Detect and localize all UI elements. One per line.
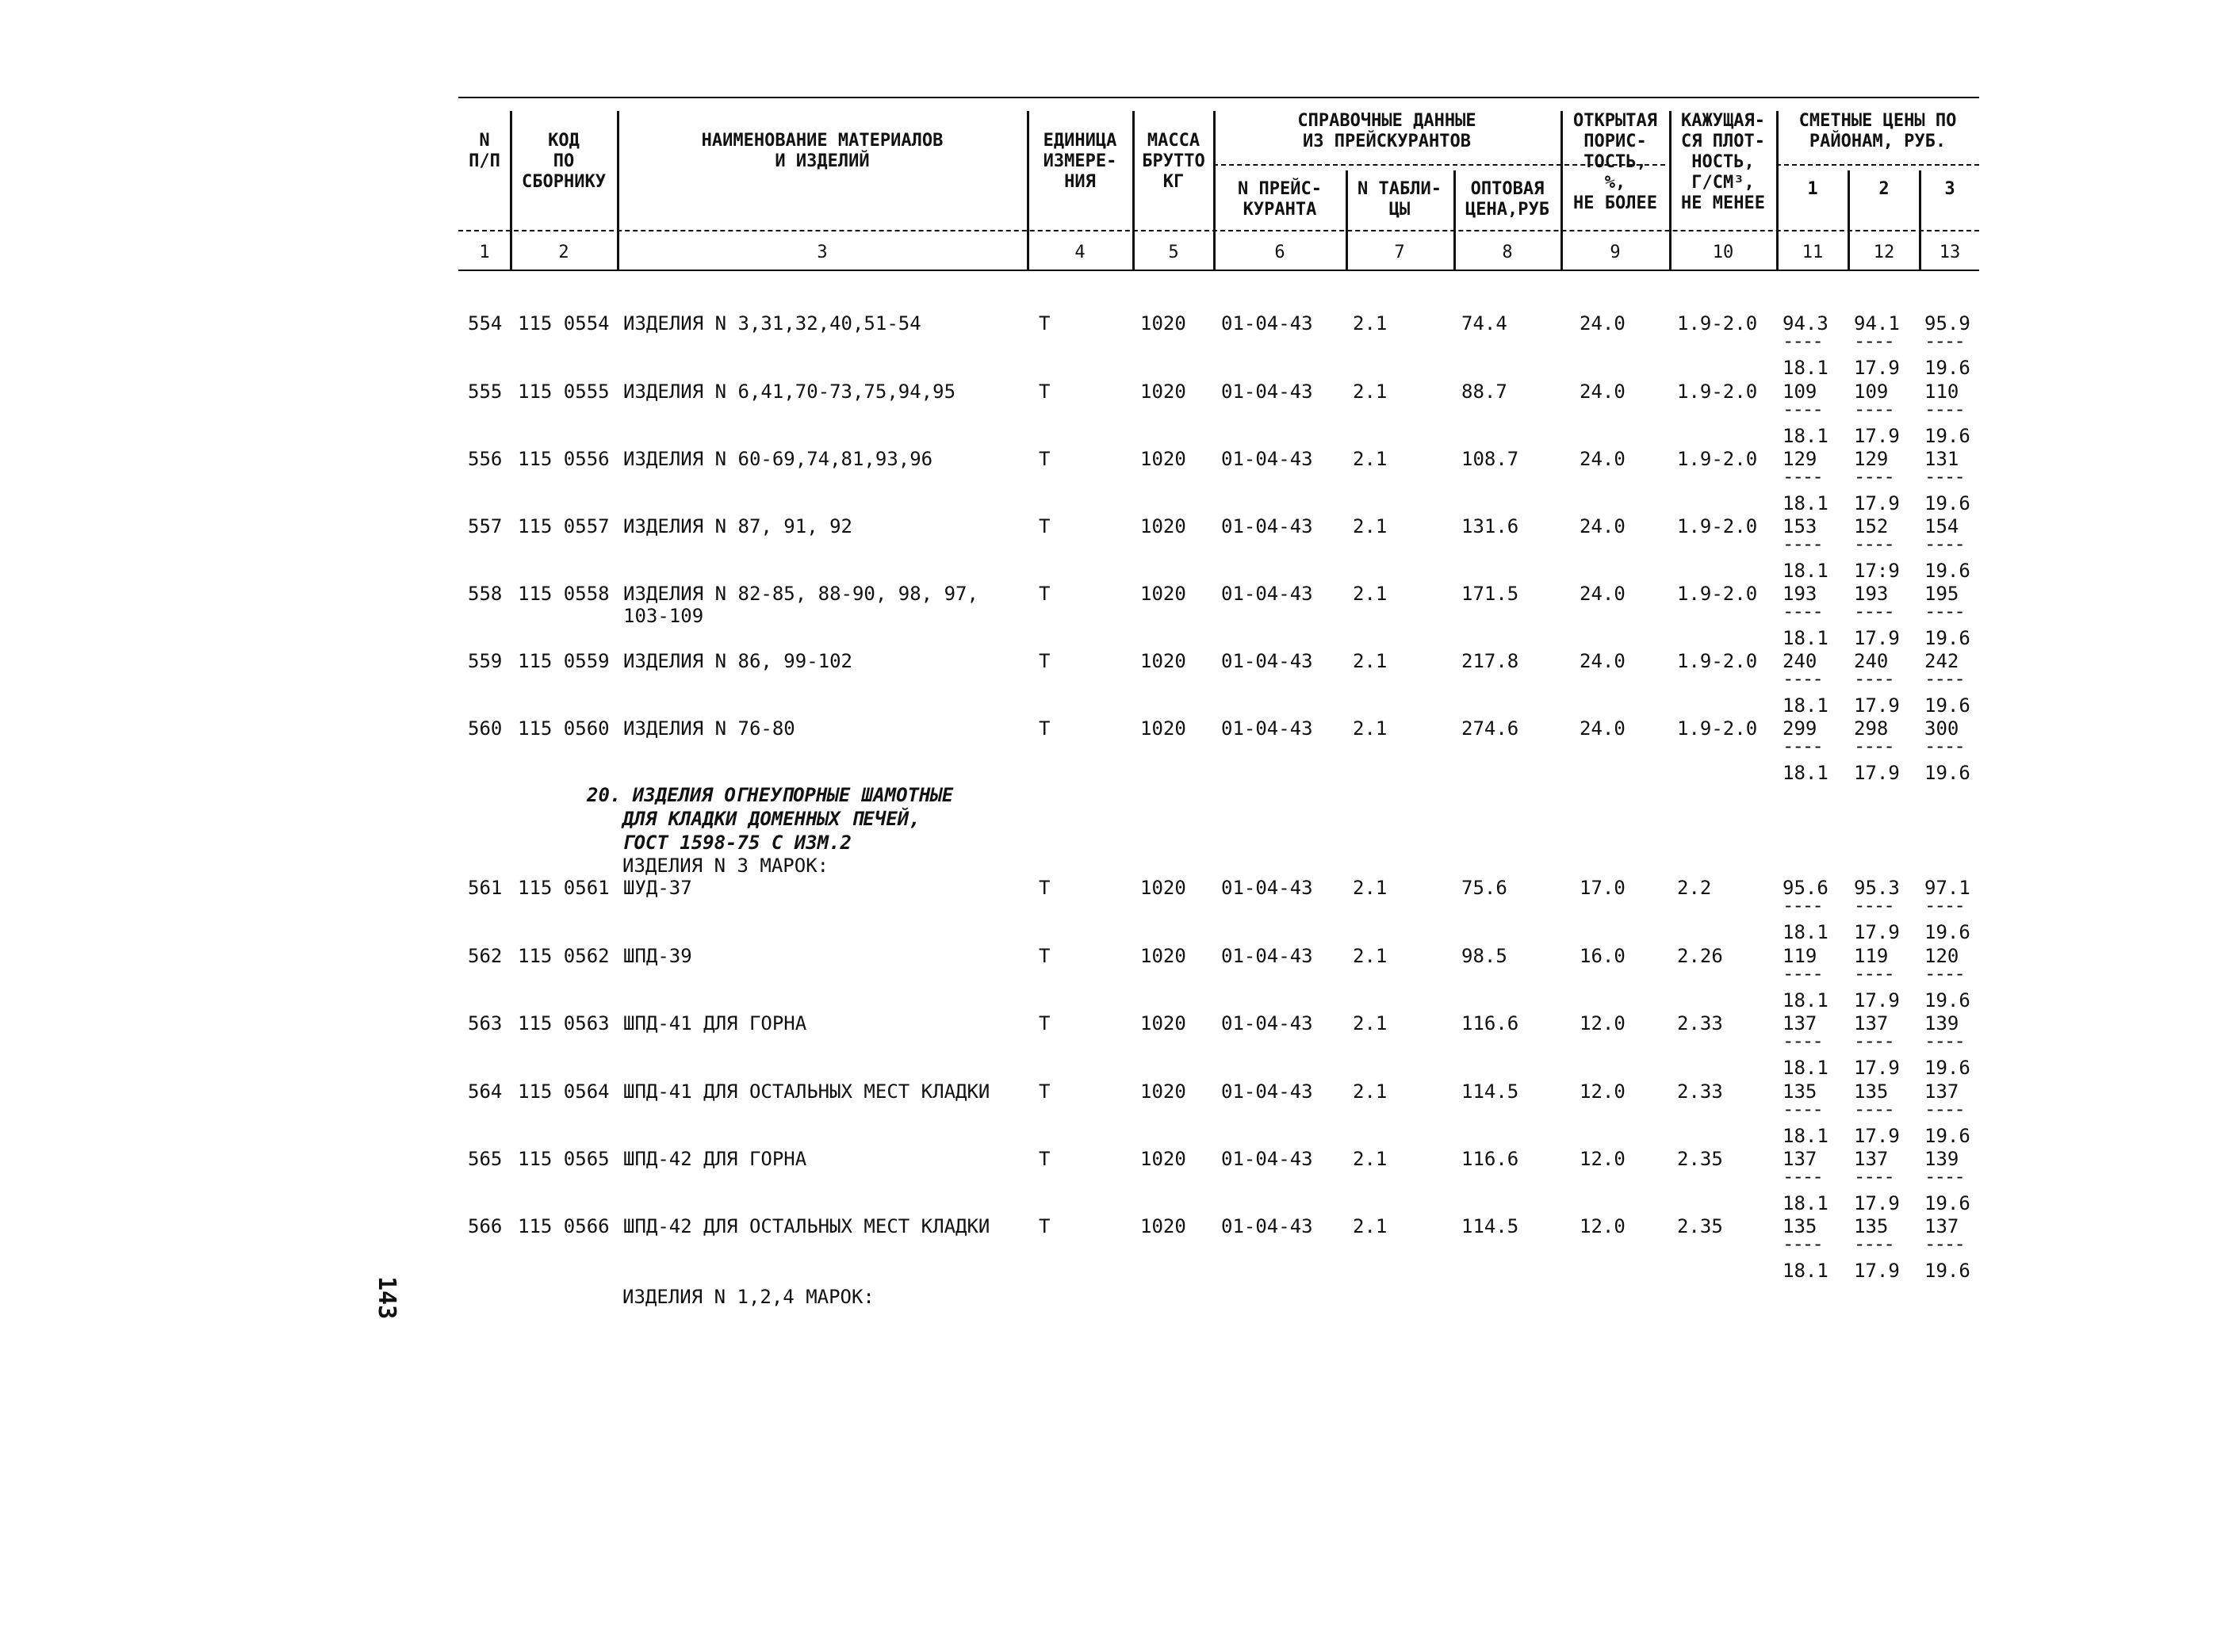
cell-dens: 2.2 — [1677, 877, 1712, 899]
cell-mass: 1020 — [1140, 945, 1186, 967]
fraction-bar: ---- — [1924, 1098, 1964, 1120]
cell-p1: 299 — [1783, 717, 1817, 740]
cell-name: ИЗДЕЛИЯ N 82-85, 88-90, 98, 97, — [623, 583, 978, 605]
header-price-3: 3 — [1944, 179, 1955, 199]
fraction-bar: ---- — [1783, 398, 1822, 420]
cell-price: 114.5 — [1461, 1080, 1519, 1103]
fraction-bar: ---- — [1924, 330, 1964, 352]
cell-p1: 94.3 — [1783, 312, 1828, 335]
cell-d3: 19.6 — [1924, 989, 1970, 1011]
cell-code: 115 0565 — [518, 1148, 610, 1170]
fraction-bar: ---- — [1783, 1030, 1822, 1052]
fraction-bar: ---- — [1783, 735, 1822, 757]
cell-p1: 137 — [1783, 1012, 1817, 1034]
cell-p3: 137 — [1924, 1215, 1959, 1237]
fraction-bar: ---- — [1924, 667, 1964, 690]
cell-tab: 2.1 — [1353, 448, 1388, 470]
fraction-bar: ---- — [1783, 962, 1822, 985]
cell-d2: 17.9 — [1854, 425, 1900, 447]
cell-d3: 19.6 — [1924, 762, 1970, 784]
column-number: 10 — [1712, 243, 1734, 262]
section-title-line2: ДЛЯ КЛАДКИ ДОМЕННЫХ ПЕЧЕЙ, — [622, 808, 921, 830]
cell-por: 12.0 — [1580, 1148, 1626, 1170]
cell-name: ИЗДЕЛИЯ N 86, 99-102 — [623, 650, 852, 672]
column-number: 3 — [817, 243, 828, 262]
cell-d3: 19.6 — [1924, 425, 1970, 447]
column-number: 1 — [479, 243, 490, 262]
cell-name: ИЗДЕЛИЯ N 60-69,74,81,93,96 — [623, 448, 933, 470]
column-number: 2 — [558, 243, 569, 262]
cell-price: 74.4 — [1461, 312, 1507, 335]
cell-p3: 139 — [1924, 1148, 1959, 1170]
cell-p3: 195 — [1924, 583, 1959, 605]
cell-pk: 01-04-43 — [1221, 312, 1313, 335]
cell-name: ИЗДЕЛИЯ N 3,31,32,40,51-54 — [623, 312, 921, 335]
cell-por: 12.0 — [1580, 1012, 1626, 1034]
cell-n: 554 — [468, 312, 503, 335]
col-sep — [617, 111, 619, 270]
cell-unit: Т — [1039, 945, 1051, 967]
header-col6: N ПРЕЙС- КУРАНТА — [1238, 179, 1322, 220]
cell-d3: 19.6 — [1924, 1260, 1970, 1282]
cell-d2: 17.9 — [1854, 1260, 1900, 1282]
cell-pk: 01-04-43 — [1221, 1012, 1313, 1034]
cell-dens: 1.9-2.0 — [1677, 717, 1758, 740]
cell-name: ШПД-42 ДЛЯ ГОРНА — [623, 1148, 807, 1170]
cell-price: 116.6 — [1461, 1012, 1519, 1034]
cell-dens: 2.33 — [1677, 1012, 1723, 1034]
cell-price: 98.5 — [1461, 945, 1507, 967]
fraction-bar: ---- — [1783, 667, 1822, 690]
cell-p3: 154 — [1924, 515, 1959, 537]
cell-d1: 18.1 — [1783, 921, 1828, 943]
cell-unit: Т — [1039, 1148, 1051, 1170]
cell-unit: Т — [1039, 1012, 1051, 1034]
cell-mass: 1020 — [1140, 448, 1186, 470]
cell-d2: 17.9 — [1854, 762, 1900, 784]
cell-d1: 18.1 — [1783, 627, 1828, 649]
cell-dens: 1.9-2.0 — [1677, 380, 1758, 403]
cell-p2: 152 — [1854, 515, 1889, 537]
fraction-bar: ---- — [1854, 330, 1894, 352]
cell-d1: 18.1 — [1783, 357, 1828, 379]
fraction-bar: ---- — [1854, 1098, 1894, 1120]
header-bottom-rule — [458, 270, 1979, 271]
cell-n: 559 — [468, 650, 503, 672]
cell-tab: 2.1 — [1353, 1012, 1388, 1034]
cell-mass: 1020 — [1140, 717, 1186, 740]
cell-por: 24.0 — [1580, 717, 1626, 740]
cell-p2: 109 — [1854, 380, 1889, 403]
cell-name: ШПД-42 ДЛЯ ОСТАЛЬНЫХ МЕСТ КЛАДКИ — [623, 1215, 990, 1237]
cell-dens: 1.9-2.0 — [1677, 650, 1758, 672]
fraction-bar: ---- — [1783, 1098, 1822, 1120]
cell-p2: 135 — [1854, 1215, 1889, 1237]
cell-p2: 129 — [1854, 448, 1889, 470]
cell-p2: 135 — [1854, 1080, 1889, 1103]
cell-d2: 17.9 — [1854, 1192, 1900, 1214]
cell-d1: 18.1 — [1783, 694, 1828, 717]
fraction-bar: ---- — [1783, 330, 1822, 352]
cell-n: 561 — [468, 877, 503, 899]
cell-code: 115 0562 — [518, 945, 610, 967]
section-title-line1: 20. ИЗДЕЛИЯ ОГНЕУПОРНЫЕ ШАМОТНЫЕ — [587, 784, 954, 806]
cell-price: 88.7 — [1461, 380, 1507, 403]
cell-dens: 2.33 — [1677, 1080, 1723, 1103]
cell-d1: 18.1 — [1783, 492, 1828, 514]
cell-pk: 01-04-43 — [1221, 380, 1313, 403]
cell-p3: 242 — [1924, 650, 1959, 672]
cell-dens: 2.35 — [1677, 1215, 1723, 1237]
cell-pk: 01-04-43 — [1221, 448, 1313, 470]
cell-d2: 17.9 — [1854, 1125, 1900, 1147]
cell-d3: 19.6 — [1924, 694, 1970, 717]
cell-d3: 19.6 — [1924, 921, 1970, 943]
cell-price: 108.7 — [1461, 448, 1519, 470]
cell-code: 115 0563 — [518, 1012, 610, 1034]
column-number: 12 — [1873, 243, 1895, 262]
price-subrule — [1776, 164, 1979, 166]
cell-p3: 97.1 — [1924, 877, 1970, 899]
cell-d2: 17.9 — [1854, 989, 1900, 1011]
cell-d2: 17.9 — [1854, 492, 1900, 514]
cell-code: 115 0564 — [518, 1080, 610, 1103]
cell-d2: 17.9 — [1854, 1057, 1900, 1079]
cell-name: ИЗДЕЛИЯ N 76-80 — [623, 717, 795, 740]
cell-d3: 19.6 — [1924, 560, 1970, 582]
cell-p2: 94.1 — [1854, 312, 1900, 335]
column-number: 8 — [1502, 243, 1513, 262]
cell-name: ШПД-41 ДЛЯ ГОРНА — [623, 1012, 807, 1034]
cell-unit: Т — [1039, 650, 1051, 672]
header-col8: ОПТОВАЯ ЦЕНА,РУБ — [1465, 179, 1549, 220]
fraction-bar: ---- — [1783, 1165, 1822, 1187]
cell-tab: 2.1 — [1353, 583, 1388, 605]
cell-name-continued: 103-109 — [623, 605, 704, 627]
cell-unit: Т — [1039, 515, 1051, 537]
cell-n: 564 — [468, 1080, 503, 1103]
header-price-2: 2 — [1878, 179, 1890, 199]
header-col2: КОД ПО СБОРНИКУ — [522, 131, 606, 192]
header-col5: МАССА БРУТТО КГ — [1142, 131, 1205, 192]
cell-p1: 135 — [1783, 1215, 1817, 1237]
header-col4: ЕДИНИЦА ИЗМЕРЕ- НИЯ — [1043, 131, 1117, 192]
cell-code: 115 0558 — [518, 583, 610, 605]
column-number: 11 — [1802, 243, 1824, 262]
fraction-bar: ---- — [1854, 398, 1894, 420]
cell-n: 555 — [468, 380, 503, 403]
cell-p3: 300 — [1924, 717, 1959, 740]
cell-por: 16.0 — [1580, 945, 1626, 967]
cell-p1: 109 — [1783, 380, 1817, 403]
cell-por: 17.0 — [1580, 877, 1626, 899]
cell-code: 115 0566 — [518, 1215, 610, 1237]
fraction-bar: ---- — [1783, 465, 1822, 488]
cell-p2: 137 — [1854, 1012, 1889, 1034]
cell-p2: 95.3 — [1854, 877, 1900, 899]
column-number: 6 — [1274, 243, 1285, 262]
cell-pk: 01-04-43 — [1221, 1215, 1313, 1237]
page-number: 143 — [373, 1276, 400, 1320]
fraction-bar: ---- — [1854, 1233, 1894, 1255]
cell-tab: 2.1 — [1353, 1080, 1388, 1103]
cell-code: 115 0561 — [518, 877, 610, 899]
cell-tab: 2.1 — [1353, 945, 1388, 967]
cell-unit: Т — [1039, 583, 1051, 605]
cell-mass: 1020 — [1140, 583, 1186, 605]
cell-n: 566 — [468, 1215, 503, 1237]
fraction-bar: ---- — [1924, 533, 1964, 555]
cell-price: 171.5 — [1461, 583, 1519, 605]
fraction-bar: ---- — [1854, 1030, 1894, 1052]
fraction-bar: ---- — [1854, 600, 1894, 622]
cell-pk: 01-04-43 — [1221, 515, 1313, 537]
column-number: 4 — [1074, 243, 1086, 262]
cell-price: 114.5 — [1461, 1215, 1519, 1237]
fraction-bar: ---- — [1854, 667, 1894, 690]
cell-d2: 17.9 — [1854, 627, 1900, 649]
cell-p2: 137 — [1854, 1148, 1889, 1170]
cell-p1: 95.6 — [1783, 877, 1828, 899]
fraction-bar: ---- — [1783, 894, 1822, 916]
cell-n: 563 — [468, 1012, 503, 1034]
cell-mass: 1020 — [1140, 380, 1186, 403]
cell-name: ШПД-39 — [623, 945, 692, 967]
cell-d1: 18.1 — [1783, 1125, 1828, 1147]
cell-unit: Т — [1039, 1215, 1051, 1237]
cell-tab: 2.1 — [1353, 312, 1388, 335]
header-col7: N ТАБЛИ- ЦЫ — [1357, 179, 1442, 220]
header-price-1: 1 — [1807, 179, 1818, 199]
cell-p2: 193 — [1854, 583, 1889, 605]
cell-p2: 240 — [1854, 650, 1889, 672]
cell-pk: 01-04-43 — [1221, 650, 1313, 672]
header-prices-group: СМЕТНЫЕ ЦЕНЫ ПО РАЙОНАМ, РУБ. — [1798, 111, 1957, 151]
fraction-bar: ---- — [1854, 465, 1894, 488]
cell-p1: 137 — [1783, 1148, 1817, 1170]
cell-p3: 139 — [1924, 1012, 1959, 1034]
cell-pk: 01-04-43 — [1221, 1080, 1313, 1103]
cell-por: 24.0 — [1580, 650, 1626, 672]
cell-price: 131.6 — [1461, 515, 1519, 537]
cell-p3: 137 — [1924, 1080, 1959, 1103]
cell-tab: 2.1 — [1353, 877, 1388, 899]
cell-p2: 298 — [1854, 717, 1889, 740]
cell-price: 116.6 — [1461, 1148, 1519, 1170]
cell-pk: 01-04-43 — [1221, 717, 1313, 740]
column-number: 7 — [1394, 243, 1405, 262]
cell-d2: 17.9 — [1854, 921, 1900, 943]
cell-p1: 153 — [1783, 515, 1817, 537]
cell-dens: 1.9-2.0 — [1677, 448, 1758, 470]
cell-name: ИЗДЕЛИЯ N 87, 91, 92 — [623, 515, 852, 537]
cell-d2: 17:9 — [1854, 560, 1900, 582]
cell-d3: 19.6 — [1924, 357, 1970, 379]
cell-pk: 01-04-43 — [1221, 1148, 1313, 1170]
cell-d1: 18.1 — [1783, 425, 1828, 447]
cell-n: 560 — [468, 717, 503, 740]
cell-mass: 1020 — [1140, 312, 1186, 335]
cell-mass: 1020 — [1140, 1148, 1186, 1170]
header-col10: КАЖУЩАЯ- СЯ ПЛОТ- НОСТЬ, Г/СМ³, НЕ МЕНЕЕ — [1681, 111, 1765, 213]
fraction-bar: ---- — [1783, 1233, 1822, 1255]
cell-mass: 1020 — [1140, 877, 1186, 899]
fraction-bar: ---- — [1924, 1030, 1964, 1052]
fraction-bar: ---- — [1854, 735, 1894, 757]
cell-d1: 18.1 — [1783, 1192, 1828, 1214]
cell-p3: 120 — [1924, 945, 1959, 967]
header-top-rule — [458, 97, 1979, 98]
cell-mass: 1020 — [1140, 1080, 1186, 1103]
cell-p1: 193 — [1783, 583, 1817, 605]
footer-label: ИЗДЕЛИЯ N 1,2,4 МАРОК: — [622, 1286, 875, 1308]
cell-code: 115 0557 — [518, 515, 610, 537]
cell-tab: 2.1 — [1353, 515, 1388, 537]
cell-d2: 17.9 — [1854, 357, 1900, 379]
cell-d1: 18.1 — [1783, 560, 1828, 582]
cell-d1: 18.1 — [1783, 1260, 1828, 1282]
cell-code: 115 0559 — [518, 650, 610, 672]
cell-n: 558 — [468, 583, 503, 605]
cell-pk: 01-04-43 — [1221, 945, 1313, 967]
cell-n: 556 — [468, 448, 503, 470]
fraction-bar: ---- — [1924, 600, 1964, 622]
cell-p1: 240 — [1783, 650, 1817, 672]
cell-p1: 135 — [1783, 1080, 1817, 1103]
cell-d3: 19.6 — [1924, 627, 1970, 649]
fraction-bar: ---- — [1854, 894, 1894, 916]
cell-price: 217.8 — [1461, 650, 1519, 672]
fraction-bar: ---- — [1854, 533, 1894, 555]
fraction-bar: ---- — [1924, 894, 1964, 916]
cell-d2: 17.9 — [1854, 694, 1900, 717]
cell-mass: 1020 — [1140, 1012, 1186, 1034]
column-number: 5 — [1168, 243, 1179, 262]
cell-dens: 1.9-2.0 — [1677, 583, 1758, 605]
cell-n: 562 — [468, 945, 503, 967]
cell-name: ШПД-41 ДЛЯ ОСТАЛЬНЫХ МЕСТ КЛАДКИ — [623, 1080, 990, 1103]
column-number: 13 — [1939, 243, 1961, 262]
cell-por: 24.0 — [1580, 448, 1626, 470]
fraction-bar: ---- — [1924, 398, 1964, 420]
cell-unit: Т — [1039, 1080, 1051, 1103]
cell-unit: Т — [1039, 717, 1051, 740]
cell-por: 24.0 — [1580, 583, 1626, 605]
cell-name: ИЗДЕЛИЯ N 6,41,70-73,75,94,95 — [623, 380, 956, 403]
cell-d3: 19.6 — [1924, 1192, 1970, 1214]
fraction-bar: ---- — [1854, 962, 1894, 985]
cell-por: 24.0 — [1580, 515, 1626, 537]
cell-p3: 131 — [1924, 448, 1959, 470]
cell-code: 115 0560 — [518, 717, 610, 740]
column-number: 9 — [1610, 243, 1621, 262]
header-mid-rule — [458, 230, 1979, 231]
cell-pk: 01-04-43 — [1221, 877, 1313, 899]
cell-mass: 1020 — [1140, 650, 1186, 672]
fraction-bar: ---- — [1924, 465, 1964, 488]
cell-dens: 2.26 — [1677, 945, 1723, 967]
cell-d1: 18.1 — [1783, 1057, 1828, 1079]
section-subtitle: ИЗДЕЛИЯ N 3 МАРОК: — [622, 855, 829, 877]
cell-tab: 2.1 — [1353, 1148, 1388, 1170]
cell-code: 115 0556 — [518, 448, 610, 470]
cell-dens: 1.9-2.0 — [1677, 515, 1758, 537]
cell-por: 12.0 — [1580, 1215, 1626, 1237]
cell-tab: 2.1 — [1353, 1215, 1388, 1237]
cell-unit: Т — [1039, 448, 1051, 470]
fraction-bar: ---- — [1924, 735, 1964, 757]
cell-d1: 18.1 — [1783, 762, 1828, 784]
cell-unit: Т — [1039, 312, 1051, 335]
cell-tab: 2.1 — [1353, 380, 1388, 403]
cell-tab: 2.1 — [1353, 650, 1388, 672]
cell-mass: 1020 — [1140, 515, 1186, 537]
header-col1: N П/П — [469, 131, 500, 171]
cell-por: 24.0 — [1580, 312, 1626, 335]
cell-unit: Т — [1039, 380, 1051, 403]
cell-p1: 129 — [1783, 448, 1817, 470]
cell-p1: 119 — [1783, 945, 1817, 967]
cell-por: 24.0 — [1580, 380, 1626, 403]
cell-code: 115 0554 — [518, 312, 610, 335]
cell-mass: 1020 — [1140, 1215, 1186, 1237]
cell-pk: 01-04-43 — [1221, 583, 1313, 605]
cell-d1: 18.1 — [1783, 989, 1828, 1011]
section-title-line3: ГОСТ 1598-75 С ИЗМ.2 — [622, 832, 852, 854]
cell-p3: 95.9 — [1924, 312, 1970, 335]
cell-code: 115 0555 — [518, 380, 610, 403]
fraction-bar: ---- — [1783, 600, 1822, 622]
cell-price: 75.6 — [1461, 877, 1507, 899]
cell-n: 557 — [468, 515, 503, 537]
cell-price: 274.6 — [1461, 717, 1519, 740]
cell-dens: 2.35 — [1677, 1148, 1723, 1170]
header-col3: НАИМЕНОВАНИЕ МАТЕРИАЛОВ И ИЗДЕЛИЙ — [701, 131, 944, 171]
fraction-bar: ---- — [1924, 1165, 1964, 1187]
cell-dens: 1.9-2.0 — [1677, 312, 1758, 335]
cell-d3: 19.6 — [1924, 1125, 1970, 1147]
cell-p3: 110 — [1924, 380, 1959, 403]
header-ref-group: СПРАВОЧНЫЕ ДАННЫЕ ИЗ ПРЕЙСКУРАНТОВ — [1297, 111, 1476, 151]
header-col9: ОТКРЫТАЯ ПОРИС- ТОСТЬ, %, НЕ БОЛЕЕ — [1573, 111, 1657, 213]
cell-unit: Т — [1039, 877, 1051, 899]
cell-name: ШУД-37 — [623, 877, 692, 899]
fraction-bar: ---- — [1854, 1165, 1894, 1187]
cell-p2: 119 — [1854, 945, 1889, 967]
fraction-bar: ---- — [1783, 533, 1822, 555]
fraction-bar: ---- — [1924, 962, 1964, 985]
cell-por: 12.0 — [1580, 1080, 1626, 1103]
fraction-bar: ---- — [1924, 1233, 1964, 1255]
cell-n: 565 — [468, 1148, 503, 1170]
cell-d3: 19.6 — [1924, 492, 1970, 514]
cell-tab: 2.1 — [1353, 717, 1388, 740]
cell-d3: 19.6 — [1924, 1057, 1970, 1079]
